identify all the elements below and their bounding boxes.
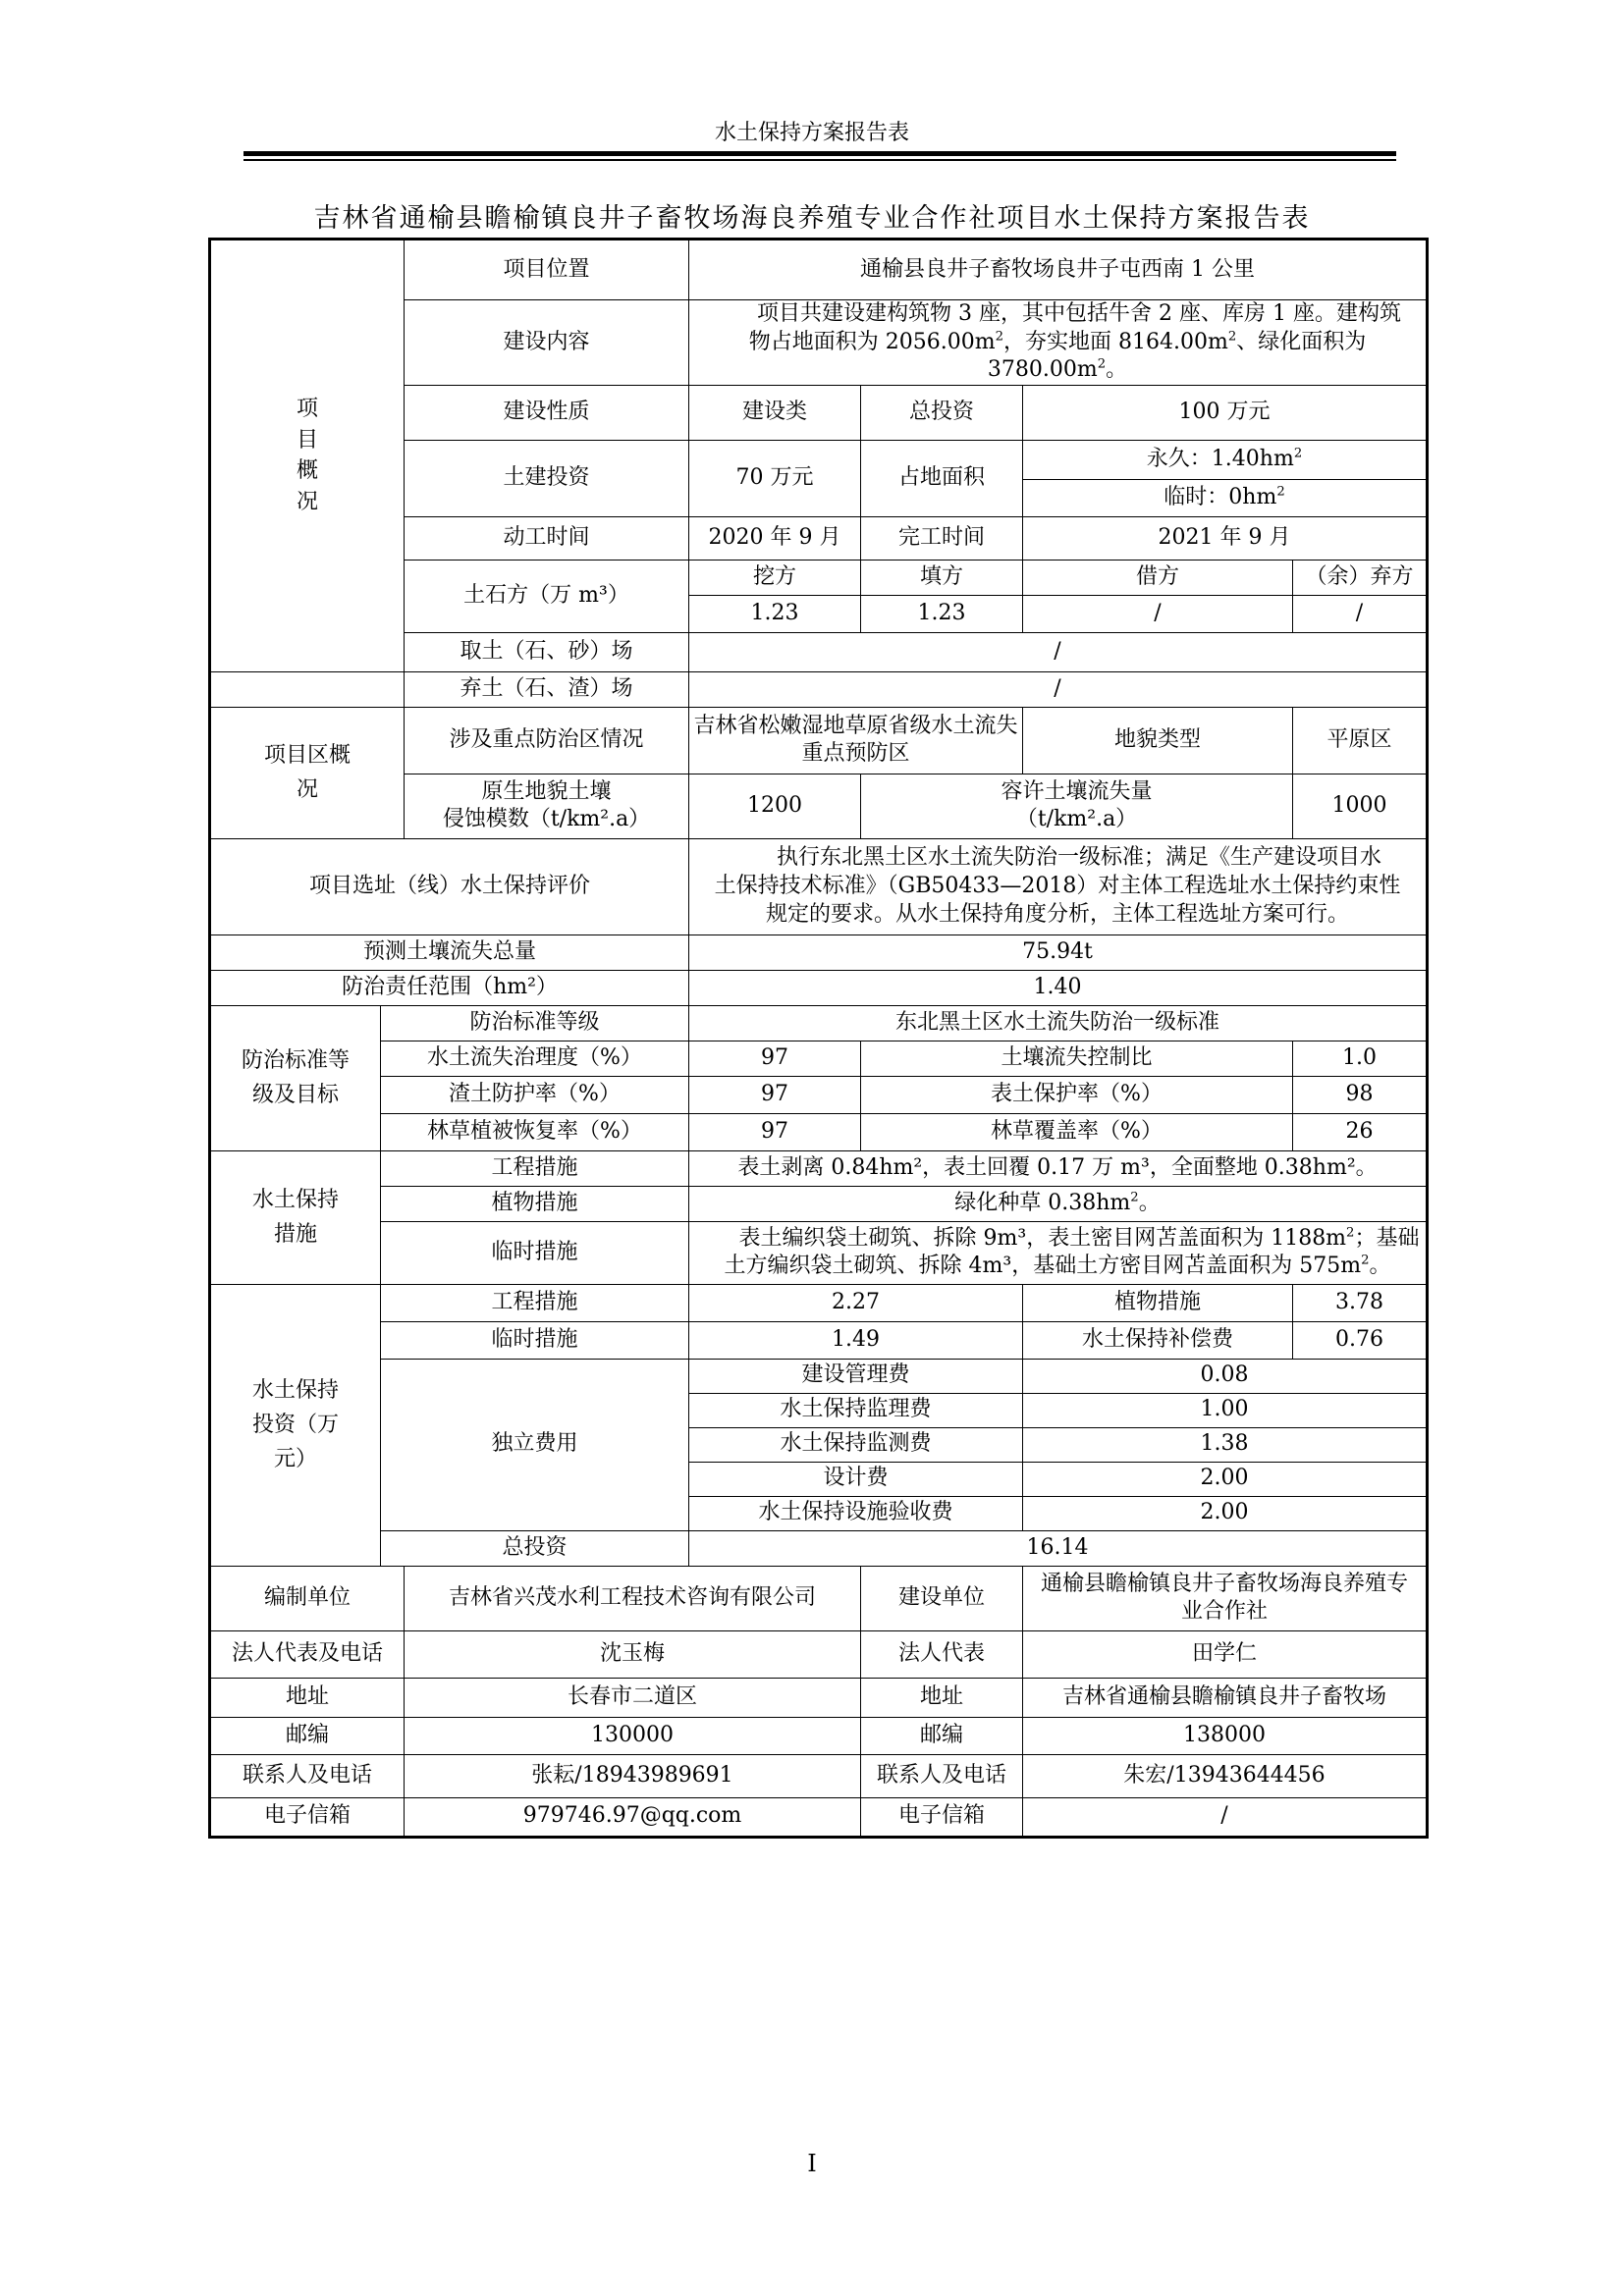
inv-veg-label: 植物措施 xyxy=(1023,1284,1293,1321)
target-label: 水土流失治理度（%） xyxy=(381,1041,689,1076)
page-header: 水土保持方案报告表 xyxy=(714,121,909,145)
compiler-value: 吉林省兴茂水利工程技术咨询有限公司 xyxy=(405,1566,861,1630)
erosion-value: 1200 xyxy=(689,774,861,838)
content-label: 建设内容 xyxy=(405,300,689,386)
target-value: 97 xyxy=(689,1076,861,1113)
dig-label: 挖方 xyxy=(689,560,861,595)
section-investment: 水土保持投资（万元） xyxy=(210,1284,381,1566)
nature-label: 建设性质 xyxy=(405,385,689,440)
earth-label: 土石方（万 m³） xyxy=(405,560,689,632)
inv-item-label: 水土保持设施验收费 xyxy=(689,1496,1023,1530)
builder-value: 通榆县瞻榆镇良井子畜牧场海良养殖专 业合作社 xyxy=(1023,1566,1428,1630)
inv-item-value: 1.38 xyxy=(1023,1427,1428,1462)
inv-veg-value: 3.78 xyxy=(1293,1284,1428,1321)
eng-measure-value: 表土剥离 0.84hm²，表土回覆 0.17 万 m³，全面整地 0.38hm²。 xyxy=(689,1150,1428,1186)
landform-value: 平原区 xyxy=(1293,707,1428,774)
temp-measure-label: 临时措施 xyxy=(381,1221,689,1284)
inv-comp-value: 0.76 xyxy=(1293,1321,1428,1359)
zone-label: 涉及重点防治区情况 xyxy=(405,707,689,774)
dig-value: 1.23 xyxy=(689,595,861,632)
content-value xyxy=(689,300,1428,386)
zip-label: 邮编 xyxy=(861,1717,1023,1754)
fill-value: 1.23 xyxy=(861,595,1023,632)
legal-label: 法人代表及电话 xyxy=(210,1630,405,1678)
address-value: 长春市二道区 xyxy=(405,1678,861,1717)
legal-value: 沈玉梅 xyxy=(405,1630,861,1678)
email-label: 电子信箱 xyxy=(210,1797,405,1837)
content-line: 项目共建设建构筑物 3 座，其中包括牛舍 2 座、库房 1 座。建构筑 xyxy=(757,301,1401,326)
fill-label: 填方 xyxy=(861,560,1023,595)
nature-value: 建设类 xyxy=(689,385,861,440)
target-label: 林草覆盖率（%） xyxy=(861,1113,1293,1150)
land-perm: 永久：$1.40hm^2$ xyxy=(1023,440,1428,479)
inv-total-label: 总投资 xyxy=(381,1530,689,1566)
inv-temp-label: 临时措施 xyxy=(381,1321,689,1359)
target-label: 渣土防护率（%） xyxy=(381,1076,689,1113)
address-value: 吉林省通榆县瞻榆镇良井子畜牧场 xyxy=(1023,1678,1428,1717)
total-inv-value: 100 万元 xyxy=(1023,385,1428,440)
start-value: 2020 年 9 月 xyxy=(689,516,861,560)
allow-label: 容许土壤流失量 （t/km².a） xyxy=(861,774,1293,838)
target-value: 97 xyxy=(689,1041,861,1076)
level-label: 防治标准等级 xyxy=(381,1005,689,1041)
email-value: 979746.97@qq.com xyxy=(405,1797,861,1837)
zip-value: 138000 xyxy=(1023,1717,1428,1754)
section-standard: 防治标准等级及目标 xyxy=(210,1005,381,1150)
borrow-site-label: 取土（石、砂）场 xyxy=(405,632,689,671)
land-label: 占地面积 xyxy=(861,440,1023,516)
inv-item-value: 0.08 xyxy=(1023,1359,1428,1393)
civil-label: 土建投资 xyxy=(405,440,689,516)
target-label: 土壤流失控制比 xyxy=(861,1041,1293,1076)
zip-label: 邮编 xyxy=(210,1717,405,1754)
veg-measure-value: 绿化种草 $0.38hm^2$。 xyxy=(689,1186,1428,1221)
email-label: 电子信箱 xyxy=(861,1797,1023,1837)
legal-label: 法人代表 xyxy=(861,1630,1023,1678)
inv-item-label: 水土保持监测费 xyxy=(689,1427,1023,1462)
veg-measure-label: 植物措施 xyxy=(381,1186,689,1221)
target-label: 林草植被恢复率（%） xyxy=(381,1113,689,1150)
inv-comp-label: 水土保持补偿费 xyxy=(1023,1321,1293,1359)
target-value: 26 xyxy=(1293,1113,1428,1150)
responsibility-value: 1.40 xyxy=(689,970,1428,1005)
location-value: 通榆县良井子畜牧场良井子屯西南 1 公里 xyxy=(689,240,1428,300)
contact-label: 联系人及电话 xyxy=(861,1754,1023,1797)
total-inv-label: 总投资 xyxy=(861,385,1023,440)
inv-total-value: 16.14 xyxy=(689,1530,1428,1566)
evaluation-label: 项目选址（线）水土保持评价 xyxy=(210,838,689,934)
target-value: 98 xyxy=(1293,1076,1428,1113)
evaluation-value: 执行东北黑土区水土流失防治一级标准；满足《生产建设项目水 土保持技术标准》（GB50433—2018）对主体工程选址水土保持约束性 规定的要求。从水土保持角度分析，主体工程选址方案可行。 xyxy=(689,838,1428,934)
compiler-label: 编制单位 xyxy=(210,1566,405,1630)
prediction-value: 75.94t xyxy=(689,934,1428,970)
contact-label: 联系人及电话 xyxy=(210,1754,405,1797)
inv-item-label: 水土保持监理费 xyxy=(689,1393,1023,1427)
target-label: 表土保护率（%） xyxy=(861,1076,1293,1113)
report-form xyxy=(208,238,1429,1839)
target-value: 97 xyxy=(689,1113,861,1150)
contact-value: 张耘/18943989691 xyxy=(405,1754,861,1797)
start-label: 动工时间 xyxy=(405,516,689,560)
inv-item-value: 2.00 xyxy=(1023,1496,1428,1530)
section-overview xyxy=(210,240,405,672)
level-value: 东北黑土区水土流失防治一级标准 xyxy=(689,1005,1428,1041)
borrow-site-value: / xyxy=(689,632,1428,671)
civil-value: 70 万元 xyxy=(689,440,861,516)
borrow-label: 借方 xyxy=(1023,560,1293,595)
header-rule xyxy=(244,151,1396,156)
document-title: 吉林省通榆县瞻榆镇良井子畜牧场海良养殖专业合作社项目水土保持方案报告表 xyxy=(313,203,1311,234)
end-label: 完工时间 xyxy=(861,516,1023,560)
spoil-site-label: 弃土（石、渣）场 xyxy=(405,671,689,707)
builder-label: 建设单位 xyxy=(861,1566,1023,1630)
spoil-label: （余）弃方 xyxy=(1293,560,1428,595)
responsibility-label: 防治责任范围（hm²） xyxy=(210,970,689,1005)
inv-indep-label: 独立费用 xyxy=(381,1359,689,1530)
contact-value: 朱宏/13943644456 xyxy=(1023,1754,1428,1797)
land-temp: 临时：$0hm^2$ xyxy=(1023,479,1428,516)
inv-eng-label: 工程措施 xyxy=(381,1284,689,1321)
content-line: 物占地面积为 $2056.00m^2$，夯实地面 $8164.00m^2$、绿化面积为 $3780.00m^2$。 xyxy=(748,329,1367,383)
inv-item-value: 1.00 xyxy=(1023,1393,1428,1427)
inv-temp-value: 1.49 xyxy=(689,1321,1023,1359)
section-area-overview: 项目区概况 xyxy=(210,707,405,838)
prediction-label: 预测土壤流失总量 xyxy=(210,934,689,970)
address-label: 地址 xyxy=(210,1678,405,1717)
email-value: / xyxy=(1023,1797,1428,1837)
allow-value: 1000 xyxy=(1293,774,1428,838)
zip-value: 130000 xyxy=(405,1717,861,1754)
zone-value: 吉林省松嫩湿地草原省级水土流失 重点预防区 xyxy=(689,707,1023,774)
section-label: 项目概况 xyxy=(297,396,319,515)
inv-item-value: 2.00 xyxy=(1023,1462,1428,1496)
inv-eng-value: 2.27 xyxy=(689,1284,1023,1321)
location-label: 项目位置 xyxy=(405,240,689,300)
temp-measure-value: 表土编织袋土砌筑、拆除 9m³，表土密目网苫盖面积为 $1188m^2$；基础 土方编织袋土砌筑、拆除 4m³，基础土方密目网苫盖面积为 $575m^2$。 xyxy=(689,1221,1428,1284)
address-label: 地址 xyxy=(861,1678,1023,1717)
landform-label: 地貌类型 xyxy=(1023,707,1293,774)
inv-item-label: 建设管理费 xyxy=(689,1359,1023,1393)
section-overview-tail xyxy=(210,671,405,707)
header-rule-thin xyxy=(244,159,1396,161)
spoil-value: / xyxy=(1293,595,1428,632)
section-measures: 水土保持措施 xyxy=(210,1150,381,1284)
legal-value: 田学仁 xyxy=(1023,1630,1428,1678)
erosion-label: 原生地貌土壤 侵蚀模数（t/km².a） xyxy=(405,774,689,838)
borrow-value: / xyxy=(1023,595,1293,632)
spoil-site-value: / xyxy=(689,671,1428,707)
eng-measure-label: 工程措施 xyxy=(381,1150,689,1186)
target-value: 1.0 xyxy=(1293,1041,1428,1076)
inv-item-label: 设计费 xyxy=(689,1462,1023,1496)
end-value: 2021 年 9 月 xyxy=(1023,516,1428,560)
page-number: I xyxy=(807,2150,817,2177)
